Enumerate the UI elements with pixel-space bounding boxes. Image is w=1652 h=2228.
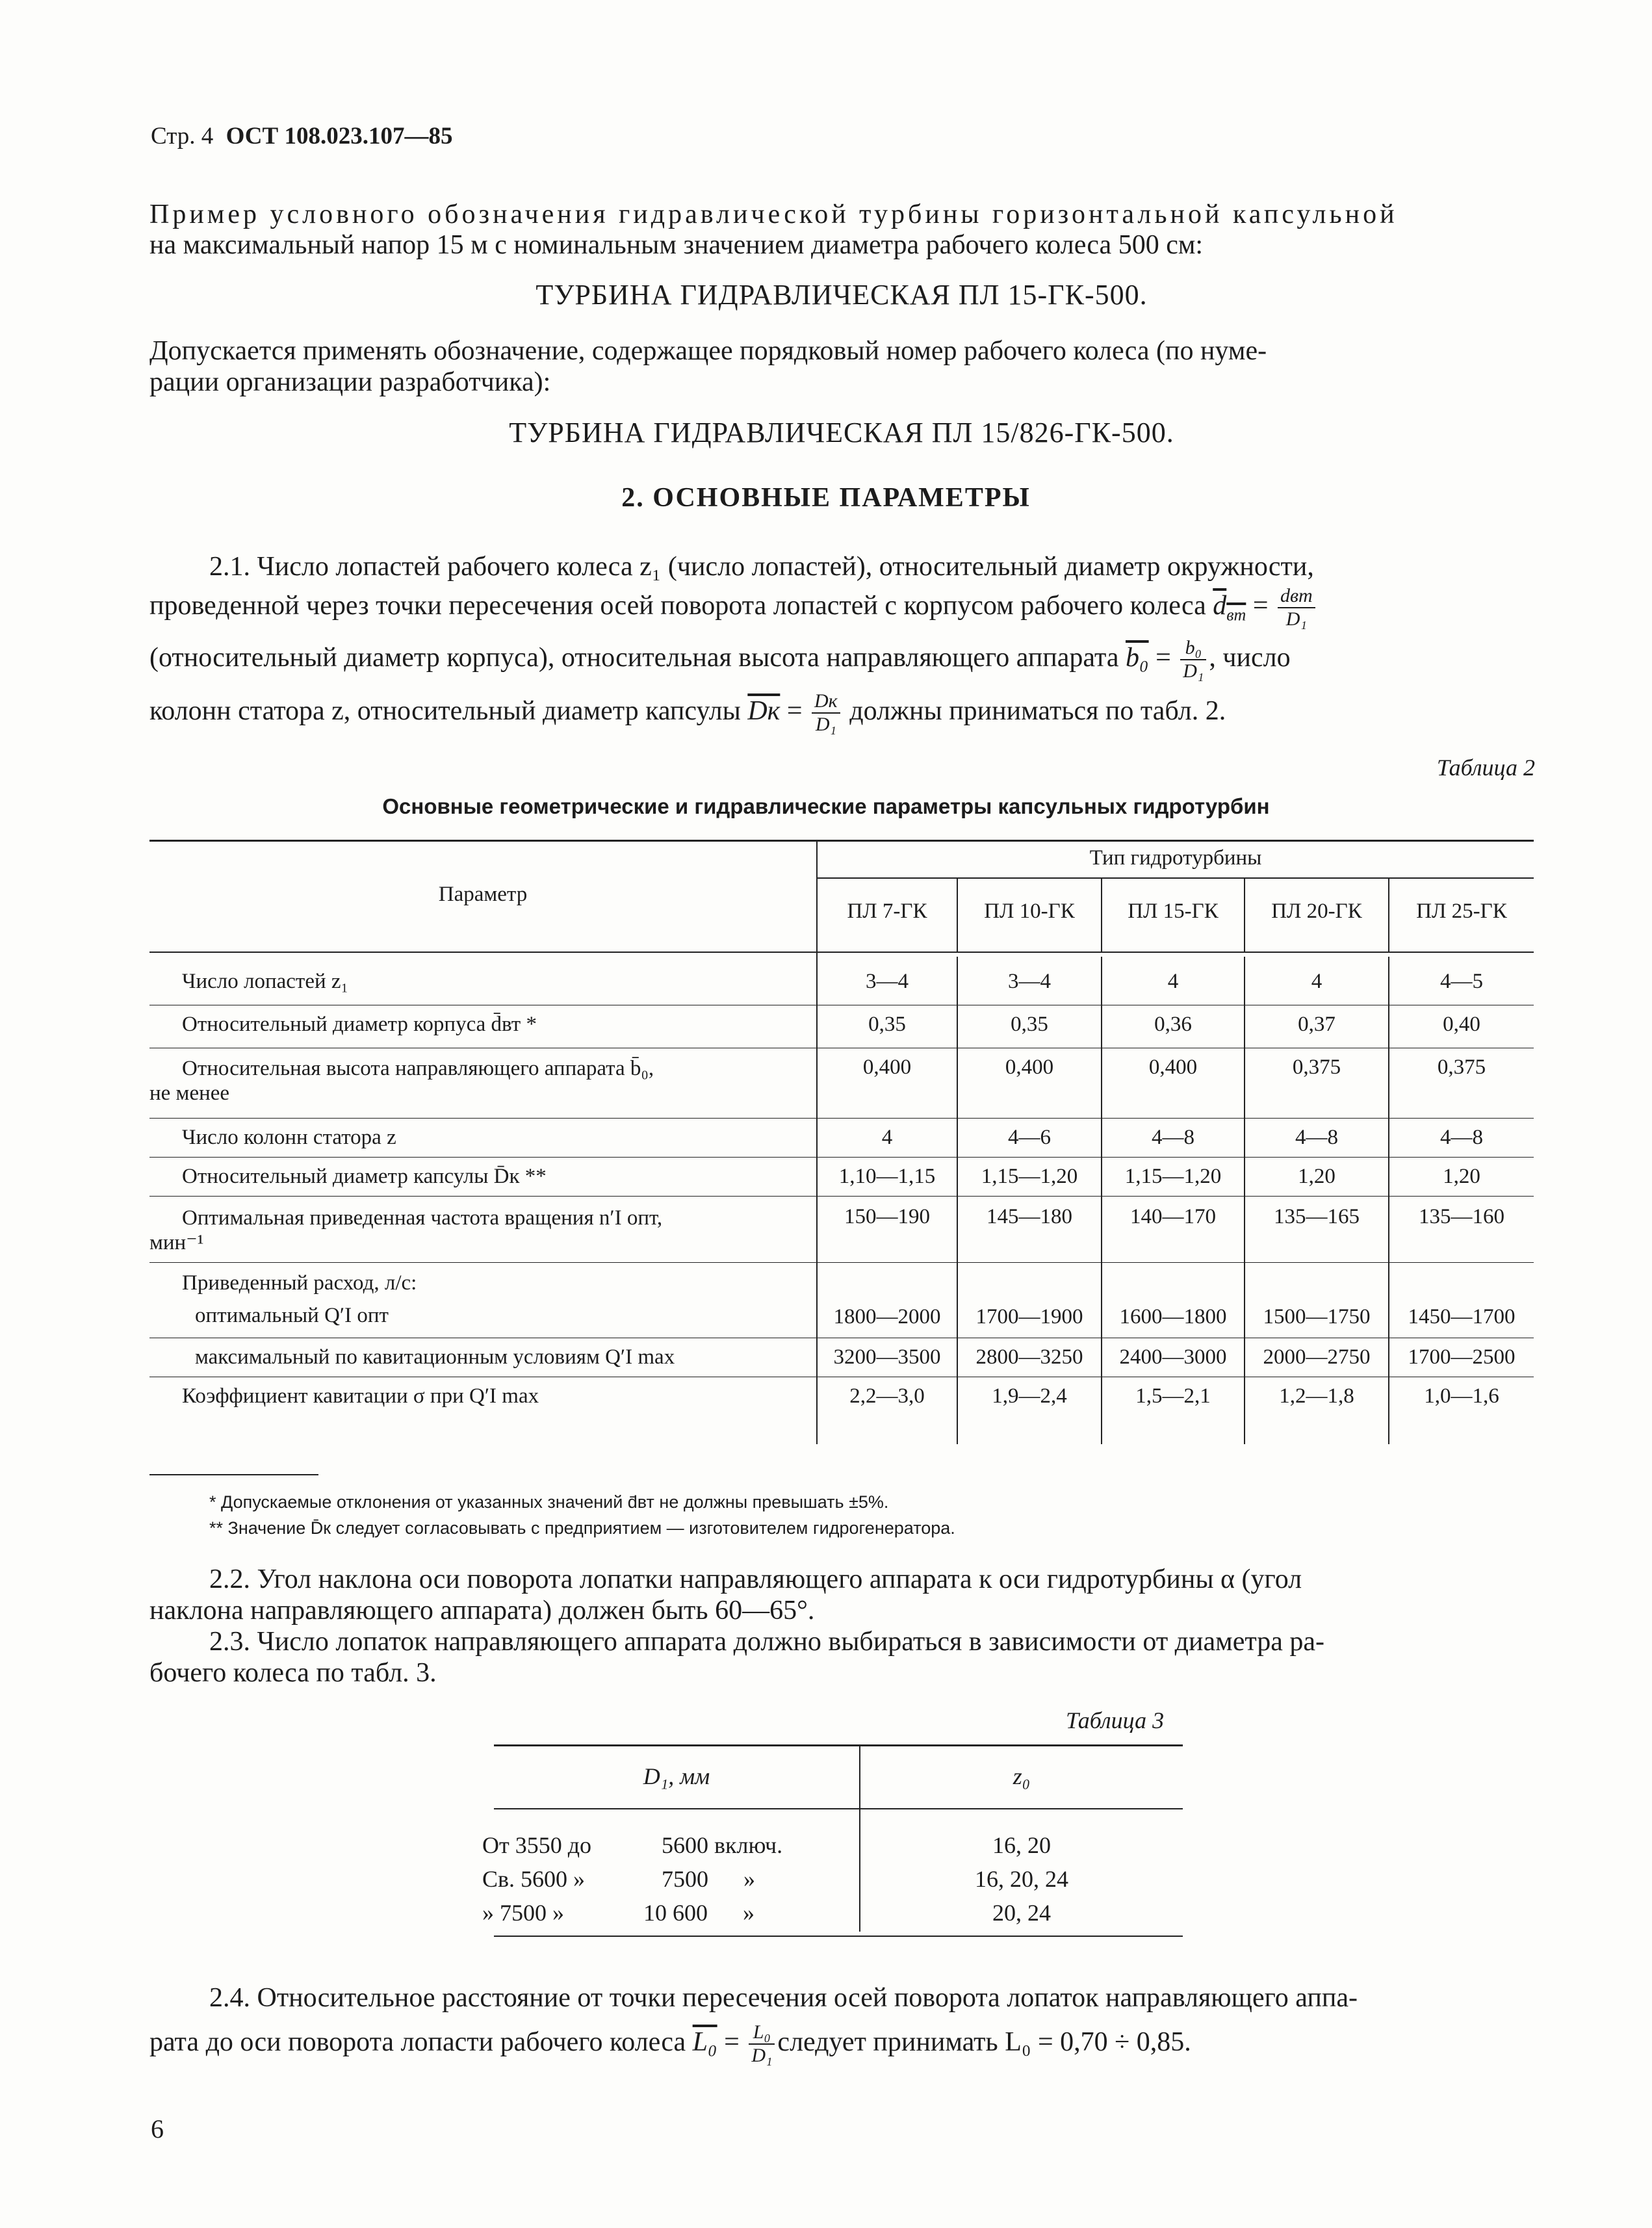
p22-line-1: 2.2. Угол наклона оси поворота лопатки направляющего аппарата к оси гидротурбины α (угол <box>209 1564 1302 1594</box>
table-cell: 1,20 <box>1443 1165 1480 1188</box>
col-header-5: ПЛ 25-ГК <box>1416 900 1507 923</box>
table-cell: 1800—2000 <box>833 1305 941 1328</box>
table-cell: 0,400 <box>1148 1056 1198 1079</box>
row-blades-label: Число лопастей z₁ <box>182 970 349 993</box>
row-flow-label: Приведенный расход, л/с: <box>182 1271 417 1295</box>
table-cell: 1,15—1,20 <box>1124 1165 1222 1188</box>
table-cell: 1500—1750 <box>1263 1305 1371 1328</box>
table-cell: 1,10—1,15 <box>838 1165 936 1188</box>
table3-cell: 5600 включ. <box>662 1832 783 1858</box>
p21-line-4: колонн статора z, относительный диаметр капсулы Dк = $\frac{Dк}{\text{D₁}}$ должны приниматься по табл. 2. <box>149 690 1226 736</box>
table-cell: 3—4 <box>866 970 909 993</box>
table-cell: 3—4 <box>1008 970 1051 993</box>
table-cell: 4 <box>1167 970 1179 993</box>
table3-cell: От 3550 до <box>482 1832 592 1858</box>
table-cell: 0,40 <box>1443 1013 1480 1036</box>
p21-line-1: 2.1. Число лопастей рабочего колеса z₁ (число лопастей), относительный диаметр окружности, <box>209 552 1314 582</box>
row-speed-unit: мин⁻¹ <box>149 1231 204 1254</box>
table3-col1-header: D₁, мм <box>643 1763 710 1789</box>
table-cell: 0,400 <box>862 1056 912 1079</box>
table-cell: 4—5 <box>1440 970 1483 993</box>
table-cell: 4 <box>881 1126 893 1149</box>
table3-caption: Таблица 3 <box>1066 1707 1165 1733</box>
table-cell: 1700—2500 <box>1408 1345 1516 1369</box>
table-cell: 0,35 <box>868 1013 906 1036</box>
footnote-2: ** Значение D̄к следует согласовывать с предприятием — изготовителем гидрогенератора. <box>209 1518 955 1538</box>
standard-number: ОСТ 108.023.107—85 <box>226 123 453 149</box>
col-header-4: ПЛ 20-ГК <box>1271 900 1362 923</box>
table-cell: 135—160 <box>1419 1205 1504 1228</box>
table-cell: 150—190 <box>844 1205 930 1228</box>
table-cell: 1,5—2,1 <box>1135 1384 1211 1408</box>
table3-cell: 10 600 » <box>643 1900 755 1926</box>
row-flow-optimal-label: оптимальный Q′I опт <box>195 1304 389 1327</box>
row-guide-height-label-2: не менее <box>149 1082 230 1105</box>
table-cell: 135—165 <box>1274 1205 1360 1228</box>
table3-cell: 16, 20, 24 <box>975 1866 1068 1892</box>
col-header-2: ПЛ 10-ГК <box>984 900 1075 923</box>
param-header: Параметр <box>438 883 528 906</box>
table3-col2-header: z₀ <box>1013 1763 1031 1789</box>
example-line-1: Пример условного обозначения гидравлической турбины горизонтальной капсульной <box>149 200 1398 229</box>
dk-symbol: Dк <box>747 696 781 726</box>
table-cell: 2400—3000 <box>1119 1345 1227 1369</box>
example-line-2: на максимальный напор 15 м с номинальным значением диаметра рабочего колеса 500 см: <box>149 230 1204 260</box>
L0-symbol: L₀ <box>692 2027 717 2057</box>
p24-line-2: рата до оси поворота лопасти рабочего колеса L₀ = $\frac{\text{L₀}}{\text{D₁}}$ следует принимать L₀ = 0,70 ÷ 0,85. <box>149 2021 1191 2067</box>
p21-line-2: проведенной через точки пересечения осей поворота лопастей с корпусом рабочего колеса $d_{вт}$ = $\frac{\text{dвт}}{\text{D₁}}$ <box>149 585 1534 636</box>
row-speed-label: Оптимальная приведенная частота вращения n′I опт, <box>182 1206 663 1230</box>
table-cell: 1700—1900 <box>975 1305 1083 1328</box>
table3-cell: 7500 » <box>662 1866 755 1892</box>
b0-fraction: $\frac{\text{b₀}}{\text{D₁}}$ <box>1180 637 1206 682</box>
p22-line-2: наклона направляющего аппарата) должен быть 60—65°. <box>149 1596 815 1626</box>
page-label: Стр. 4 <box>151 123 214 149</box>
designation-2: ТУРБИНА ГИДРАВЛИЧЕСКАЯ ПЛ 15/826-ГК-500. <box>509 417 1174 448</box>
row-hub-diameter-label: Относительный диаметр корпуса d̄вт * <box>182 1013 537 1036</box>
col-header-1: ПЛ 7-ГК <box>847 900 927 923</box>
table-cell: 1,0—1,6 <box>1424 1384 1499 1408</box>
table-cell: 140—170 <box>1130 1205 1216 1228</box>
section-title: 2. ОСНОВНЫЕ ПАРАМЕТРЫ <box>621 483 1031 513</box>
table-cell: 2000—2750 <box>1263 1345 1371 1369</box>
table-cell: 2,2—3,0 <box>849 1384 925 1408</box>
table3-cell: Св. 5600 » <box>482 1866 586 1892</box>
table-cell: 0,35 <box>1011 1013 1048 1036</box>
row-stator-columns-label: Число колонн статора z <box>182 1126 396 1149</box>
table-cell: 4—8 <box>1152 1126 1194 1149</box>
table-cell: 4—8 <box>1440 1126 1483 1149</box>
table-cell: 1450—1700 <box>1408 1305 1516 1328</box>
table3-cell: 20, 24 <box>992 1900 1051 1926</box>
table-cell: 1,9—2,4 <box>992 1384 1067 1408</box>
table-cell: 4 <box>1311 970 1323 993</box>
table-cell: 0,36 <box>1154 1013 1192 1036</box>
L0-fraction: $\frac{\text{L₀}}{\text{D₁}}$ <box>749 2021 775 2067</box>
table-cell: 0,375 <box>1437 1056 1486 1079</box>
row-guide-height-label: Относительная высота направляющего аппарата b̄₀, <box>182 1057 654 1080</box>
col-header-3: ПЛ 15-ГК <box>1128 900 1219 923</box>
designation-1: ТУРБИНА ГИДРАВЛИЧЕСКАЯ ПЛ 15-ГК-500. <box>536 279 1148 311</box>
table-cell: 4—6 <box>1008 1126 1051 1149</box>
table-cell: 145—180 <box>987 1205 1072 1228</box>
row-cavitation-label: Коэффициент кавитации σ при Q′I max <box>182 1384 539 1408</box>
table-cell: 0,37 <box>1298 1013 1336 1036</box>
dbt-symbol: $d_{вт}$ <box>1213 591 1246 625</box>
table-cell: 1,15—1,20 <box>981 1165 1078 1188</box>
table-cell: 1,2—1,8 <box>1279 1384 1354 1408</box>
table3-cell: » 7500 » <box>482 1900 564 1926</box>
table-cell: 2800—3250 <box>975 1345 1083 1369</box>
table-cell: 3200—3500 <box>833 1345 941 1369</box>
table2-title: Основные геометрические и гидравлические параметры капсульных гидротурбин <box>382 794 1270 818</box>
p23-line-1: 2.3. Число лопаток направляющего аппарата должно выбираться в зависимости от диаметра ра- <box>209 1627 1325 1657</box>
dbt-fraction: $\frac{\text{dвт}}{\text{D₁}}$ <box>1278 585 1315 630</box>
p21-line-3: (относительный диаметр корпуса), относительная высота направляющего аппарата b₀ = $\frac{\text{b₀}}{\text{D₁}}$ , число <box>149 637 1291 682</box>
table-cell: 0,400 <box>1005 1056 1054 1079</box>
table-cell: 1600—1800 <box>1119 1305 1227 1328</box>
table2-caption: Таблица 2 <box>1436 755 1535 781</box>
page-header <box>151 122 452 150</box>
b0-symbol: b₀ <box>1125 643 1149 673</box>
table3-cell: 16, 20 <box>992 1832 1051 1858</box>
allow-line-2: рации организации разработчика): <box>149 367 551 397</box>
type-header: Тип гидротурбины <box>1089 846 1262 870</box>
footnote-1: * Допускаемые отклонения от указанных значений d̄вт не должны превышать ±5%. <box>209 1492 889 1512</box>
page-number: 6 <box>151 2114 164 2144</box>
allow-line-1: Допускается применять обозначение, содержащее порядковый номер рабочего колеса (по нуме- <box>149 336 1267 366</box>
footnote-divider <box>149 1474 318 1475</box>
p23-line-2: бочего колеса по табл. 3. <box>149 1658 437 1688</box>
dk-fraction: $\frac{Dк}{\text{D₁}}$ <box>812 690 840 736</box>
row-capsule-diameter-label: Относительный диаметр капсулы D̄к ** <box>182 1165 547 1188</box>
row-flow-max-label: максимальный по кавитационным условиям Q′I max <box>195 1345 675 1369</box>
table-cell: 0,375 <box>1292 1056 1341 1079</box>
table-cell: 4—8 <box>1295 1126 1338 1149</box>
p24-line-1: 2.4. Относительное расстояние от точки пересечения осей поворота лопаток направляющего аппа- <box>209 1983 1358 2013</box>
table-cell: 1,20 <box>1298 1165 1336 1188</box>
